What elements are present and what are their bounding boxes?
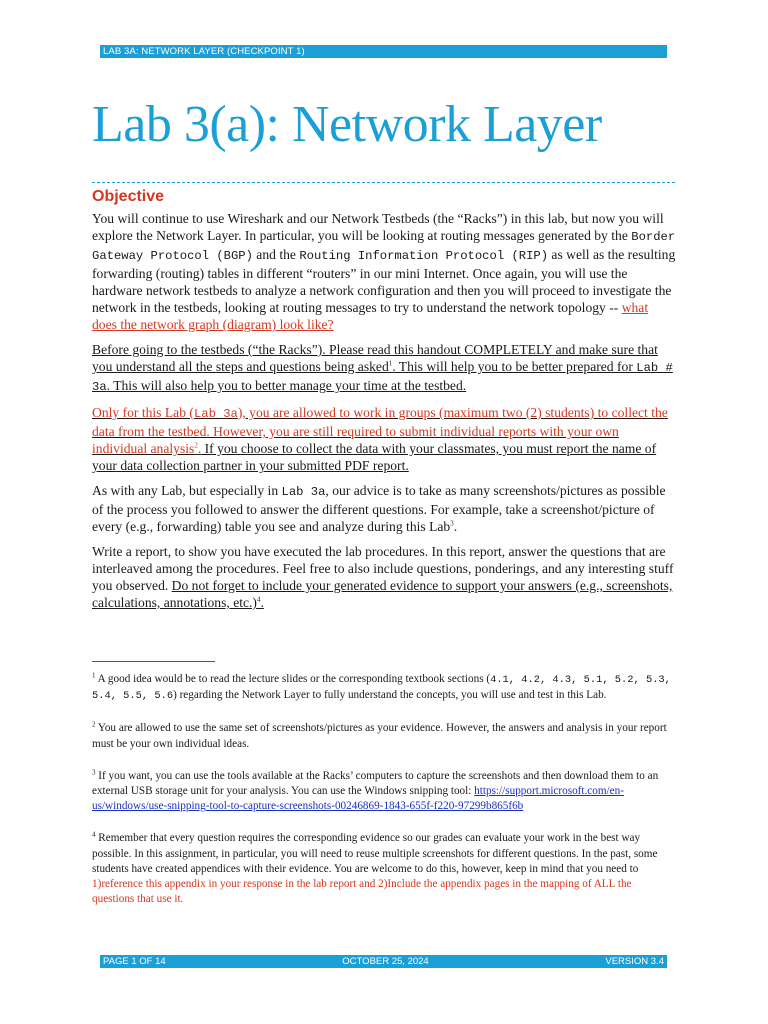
footnote-1: $^1$ A good idea would be to read the lecture slides or the corresponding textbook sections (4.1, 4.2, 4.3, 5.1, 5.2, 5.3, 5.4, 5.5, 5.6) regarding the Network Layer to fully understand the concepts, you will use and test in this Lab.	[92, 671, 671, 703]
running-footer	[100, 955, 667, 968]
footnote-2: $^2$ You are allowed to use the same set of screenshots/pictures as your evidence. However, the answers and analysis in your report must be your own individual ideas.	[92, 720, 667, 750]
paragraph-screenshots: As with any Lab, but especially in Lab 3a, our advice is to take as many screenshots/pictures as possible of the process you followed to answer the different questions. For example, take a screenshot/picture of every (e.g., forwarding) table you see and analyze during this Lab$^3$.	[92, 483, 666, 534]
snipping-tool-link[interactable]: https://support.microsoft.com/en-us/windows/use-snipping-tool-to-capture-screenshots-00246869-1843-655f-f220-97299b865f6b	[92, 785, 624, 813]
footnote-ref-2[interactable]: 2	[194, 441, 198, 450]
paragraph-intro: You will continue to use Wireshark and our Network Testbeds (the “Racks”) in this lab, but now you will explore the Network Layer. In particular, you will be looking at routing messages generated by the Border Gateway Protocol (BGP) and the Routing Information Protocol (RIP) as well as the resulting forwarding (routing) tables in different “routers” in our mini Internet. Once again, you will use the hardware network testbeds to analyze a network configuration and then you will proceed to investigate the network in the testbeds, looking at routing messages to try to understand the network topology -- what does the network graph (diagram) look like?	[92, 211, 676, 332]
title-divider	[92, 182, 675, 183]
footnote-ref-1[interactable]: 1	[388, 359, 393, 368]
document-version: VERSION 3.4	[605, 956, 664, 967]
paragraph-groups: Only for this Lab (Lab 3a), you are allowed to work in groups (maximum two (2) students) to collect the data from the testbed. However, you are still required to submit individual reports with your own individual analysis$^2$. If you choose to collect the data with your classmates, you must report the name of your data collection partner in your submitted PDF report.	[92, 405, 668, 473]
paragraph-report: Write a report, to show you have executed the lab procedures. In this report, answer the questions that are interleaved among the procedures. Feel free to also include questions, ponderings, and any interesting stuff you observed. Do not forget to include your generated evidence to support your answers (e.g., screenshots, calculations, annotations, etc.)$^4$.	[92, 544, 674, 610]
rip-term: Routing Information Protocol (RIP)	[299, 249, 549, 263]
bgp-term: Border Gateway Protocol (BGP)	[92, 230, 676, 263]
footnote-ref-4[interactable]: 4	[256, 595, 261, 604]
footnote-3: $^3$ If you want, you can use the tools available at the Racks’ computers to capture the screenshots and then download them to an external USB storage unit for your analysis. You can use the Windows snipping tool: https://support.microsoft.com/en-us/windows/use-snipping-tool-to-capture-screenshots-00246869-1843-655f-f220-97299b865f6b	[92, 768, 659, 813]
footnotes	[92, 672, 676, 924]
paragraph-preparation: Before going to the testbeds (“the Racks”). Please read this handout COMPLETELY and make sure that you understand all the steps and questions being asked$^1$. This will help you to be better prepared for Lab # 3a. This will also help you to better manage your time at the testbed.	[92, 342, 673, 394]
footnote-divider	[92, 661, 215, 662]
footnote-4: $^4$ Remember that every question requires the corresponding evidence so our grades can evaluate your work in the best way possible. In this assignment, in particular, you will need to reuse multiple screenshots for different questions. In the past, some students have created appendices with their evidence. You are welcome to do this, however, keep in mind that you need to 1)reference this appendix in your response in the lab report and 2)Include the appendix pages in the mapping of ALL the questions that use it.	[92, 830, 658, 906]
objective-body	[92, 210, 676, 619]
network-graph-question: what does the network graph (diagram) look like?	[92, 300, 649, 332]
page-title: Lab 3(a): Network Layer	[92, 96, 602, 153]
document-date: OCTOBER 25, 2024	[342, 956, 429, 967]
objective-heading: Objective	[92, 188, 165, 205]
running-title: LAB 3A: NETWORK LAYER (CHECKPOINT 1)	[103, 46, 305, 57]
footnote-ref-3[interactable]: 3	[450, 519, 454, 528]
running-header	[100, 45, 667, 58]
page-number: PAGE 1 OF 14	[103, 956, 166, 967]
